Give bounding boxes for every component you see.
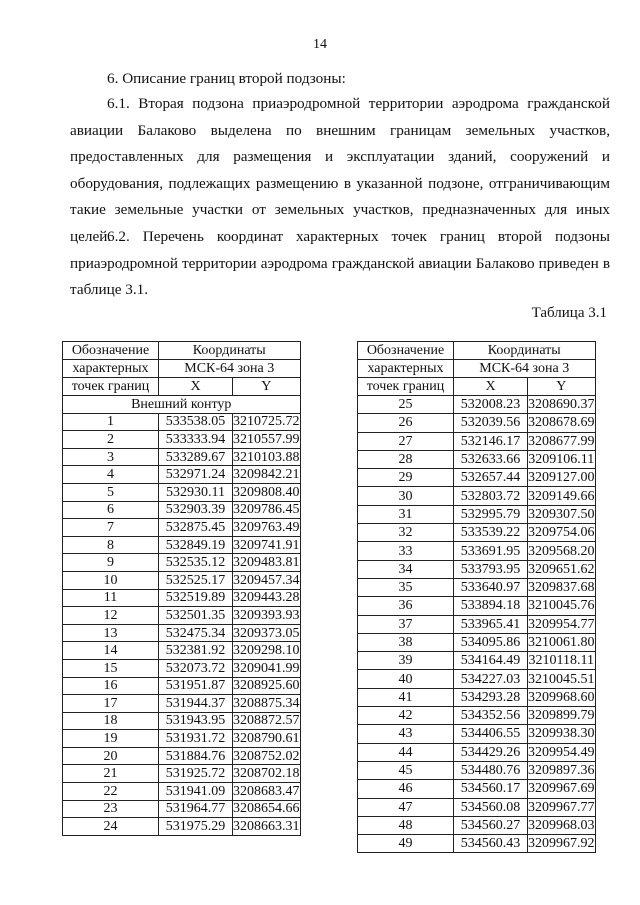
point-id: 7 <box>63 519 159 537</box>
point-id: 33 <box>358 542 454 560</box>
x-coordinate: 531925.72 <box>159 765 233 783</box>
y-coordinate: 3209106.11 <box>528 452 595 468</box>
header-cell: Обозначение <box>63 342 159 360</box>
header-cell: характерных <box>63 360 159 378</box>
table-row <box>63 730 301 748</box>
point-id: 3 <box>63 448 159 466</box>
table-row <box>63 783 301 801</box>
header-x: X <box>454 378 528 396</box>
table-row <box>63 765 301 783</box>
y-coordinate: 3209897.36 <box>528 763 595 779</box>
x-coordinate: 532381.92 <box>159 642 233 660</box>
y-coordinate: 3209837.68 <box>528 580 595 596</box>
y-coordinate: 3209967.92 <box>528 836 595 852</box>
table-row <box>358 450 596 468</box>
y-coordinate: 3209443.28 <box>233 590 300 606</box>
table-row <box>358 578 596 596</box>
y-coordinate: 3209651.62 <box>528 561 595 577</box>
x-coordinate: 534560.08 <box>454 798 528 816</box>
y-coordinate: 3209954.77 <box>528 616 595 632</box>
point-id: 43 <box>358 725 454 743</box>
x-coordinate: 532657.44 <box>454 469 528 487</box>
x-coordinate: 531975.29 <box>159 818 233 836</box>
y-coordinate: 3208677.99 <box>528 433 595 449</box>
coordinates-table-right <box>357 341 596 853</box>
x-coordinate: 534227.03 <box>454 670 528 688</box>
x-coordinate: 534429.26 <box>454 743 528 761</box>
table-row <box>63 607 301 625</box>
y-coordinate: 3209954.49 <box>528 744 595 760</box>
table-row <box>358 798 596 816</box>
x-coordinate: 534560.17 <box>454 780 528 798</box>
x-coordinate: 534480.76 <box>454 761 528 779</box>
table-row <box>358 524 596 542</box>
header-cell: МСК-64 зона 3 <box>454 360 596 378</box>
y-coordinate: 3209307.50 <box>528 506 595 522</box>
paragraph-6-2: 6.2. Перечень координат характерных точек границ второй подзоны приаэродромной территории аэродрома гражданской авиации Балаково приведен в таблице 3.1. <box>70 228 610 298</box>
x-coordinate: 534293.28 <box>454 688 528 706</box>
table-row <box>358 835 596 853</box>
table-row <box>358 743 596 761</box>
table-row <box>63 747 301 765</box>
header-cell: точек границ <box>358 378 454 396</box>
y-coordinate: 3209393.93 <box>233 607 300 623</box>
table-row <box>63 659 301 677</box>
x-coordinate: 532903.39 <box>159 501 233 519</box>
y-coordinate: 3208702.18 <box>233 766 300 782</box>
table-row <box>358 707 596 725</box>
y-coordinate: 3210045.76 <box>528 598 595 614</box>
table-row <box>63 536 301 554</box>
point-id: 13 <box>63 624 159 642</box>
y-coordinate: 3209754.06 <box>528 525 595 541</box>
table-row <box>63 712 301 730</box>
point-id: 28 <box>358 450 454 468</box>
x-coordinate: 532008.23 <box>454 396 528 414</box>
point-id: 2 <box>63 431 159 449</box>
point-id: 30 <box>358 487 454 505</box>
x-coordinate: 532633.66 <box>454 450 528 468</box>
y-coordinate: 3209149.66 <box>528 488 595 504</box>
point-id: 29 <box>358 469 454 487</box>
x-coordinate: 531944.37 <box>159 695 233 713</box>
y-coordinate: 3209373.05 <box>233 625 300 641</box>
x-coordinate: 533539.22 <box>454 524 528 542</box>
y-coordinate: 3209041.99 <box>233 660 300 676</box>
table-row <box>358 780 596 798</box>
point-id: 6 <box>63 501 159 519</box>
point-id: 36 <box>358 597 454 615</box>
section-label: Внешний контур <box>63 396 301 414</box>
point-id: 9 <box>63 554 159 572</box>
y-coordinate: 3208925.60 <box>233 678 300 694</box>
y-coordinate: 3208752.02 <box>233 748 300 764</box>
x-coordinate: 532971.24 <box>159 466 233 484</box>
y-coordinate: 3210045.51 <box>528 671 595 687</box>
y-coordinate: 3208663.31 <box>233 819 300 835</box>
table-row <box>63 589 301 607</box>
point-id: 44 <box>358 743 454 761</box>
x-coordinate: 532519.89 <box>159 589 233 607</box>
table-row <box>63 624 301 642</box>
table-row <box>358 652 596 670</box>
point-id: 24 <box>63 818 159 836</box>
table-row <box>358 816 596 834</box>
point-id: 35 <box>358 578 454 596</box>
y-coordinate: 3209899.79 <box>528 708 595 724</box>
x-coordinate: 532475.34 <box>159 624 233 642</box>
coordinates-table-left <box>62 341 301 836</box>
table-row <box>63 413 301 431</box>
table-row <box>358 414 596 432</box>
table-row <box>63 483 301 501</box>
table-row <box>358 432 596 450</box>
point-id: 19 <box>63 730 159 748</box>
x-coordinate: 534164.49 <box>454 652 528 670</box>
y-coordinate: 3208690.37 <box>528 397 595 413</box>
x-coordinate: 533894.18 <box>454 597 528 615</box>
x-coordinate: 532146.17 <box>454 432 528 450</box>
point-id: 45 <box>358 761 454 779</box>
x-coordinate: 533333.94 <box>159 431 233 449</box>
table-row <box>63 501 301 519</box>
y-coordinate: 3208790.61 <box>233 731 300 747</box>
x-coordinate: 532995.79 <box>454 505 528 523</box>
table-row <box>358 396 596 414</box>
table-row <box>63 800 301 818</box>
x-coordinate: 533965.41 <box>454 615 528 633</box>
point-id: 21 <box>63 765 159 783</box>
point-id: 40 <box>358 670 454 688</box>
point-id: 22 <box>63 783 159 801</box>
y-coordinate: 3209842.21 <box>233 467 300 483</box>
table-row <box>358 469 596 487</box>
x-coordinate: 533691.95 <box>454 542 528 560</box>
point-id: 42 <box>358 707 454 725</box>
point-id: 16 <box>63 677 159 695</box>
y-coordinate: 3209808.40 <box>233 484 300 500</box>
table-row <box>358 688 596 706</box>
point-id: 23 <box>63 800 159 818</box>
point-id: 11 <box>63 589 159 607</box>
page-number: 14 <box>313 37 327 52</box>
y-coordinate: 3209967.69 <box>528 781 595 797</box>
x-coordinate: 532525.17 <box>159 571 233 589</box>
table-row <box>63 431 301 449</box>
y-coordinate: 3209967.77 <box>528 799 595 815</box>
x-coordinate: 531931.72 <box>159 730 233 748</box>
table-row <box>63 519 301 537</box>
x-coordinate: 531943.95 <box>159 712 233 730</box>
header-cell: МСК-64 зона 3 <box>159 360 301 378</box>
y-coordinate: 3209127.00 <box>528 470 595 486</box>
point-id: 27 <box>358 432 454 450</box>
point-id: 12 <box>63 607 159 625</box>
x-coordinate: 531964.77 <box>159 800 233 818</box>
section-heading: 6. Описание границ второй подзоны: <box>107 70 346 87</box>
point-id: 4 <box>63 466 159 484</box>
table-row <box>358 615 596 633</box>
x-coordinate: 534406.55 <box>454 725 528 743</box>
x-coordinate: 533640.97 <box>454 578 528 596</box>
table-row <box>358 725 596 743</box>
y-coordinate: 3208654.66 <box>233 801 300 817</box>
point-id: 46 <box>358 780 454 798</box>
x-coordinate: 534560.43 <box>454 835 528 853</box>
y-coordinate: 3210103.88 <box>233 449 300 465</box>
y-coordinate: 3209298.10 <box>233 643 300 659</box>
header-cell: Обозначение <box>358 342 454 360</box>
point-id: 1 <box>63 413 159 431</box>
y-coordinate: 3209741.91 <box>233 537 300 553</box>
y-coordinate: 3209483.81 <box>233 555 300 571</box>
x-coordinate: 534095.86 <box>454 633 528 651</box>
point-id: 31 <box>358 505 454 523</box>
point-id: 17 <box>63 695 159 713</box>
table-row <box>63 642 301 660</box>
point-id: 37 <box>358 615 454 633</box>
x-coordinate: 534352.56 <box>454 707 528 725</box>
y-coordinate: 3208875.34 <box>233 695 300 711</box>
x-coordinate: 534560.27 <box>454 816 528 834</box>
x-coordinate: 531951.87 <box>159 677 233 695</box>
y-coordinate: 3209568.20 <box>528 543 595 559</box>
y-coordinate: 3208683.47 <box>233 783 300 799</box>
y-coordinate: 3210061.80 <box>528 635 595 650</box>
y-coordinate: 3209968.03 <box>528 817 595 833</box>
table-row <box>63 448 301 466</box>
point-id: 38 <box>358 633 454 651</box>
point-id: 26 <box>358 414 454 432</box>
table-row <box>358 761 596 779</box>
table-row <box>358 505 596 523</box>
point-id: 5 <box>63 483 159 501</box>
x-coordinate: 532875.45 <box>159 519 233 537</box>
point-id: 49 <box>358 835 454 853</box>
point-id: 47 <box>358 798 454 816</box>
point-id: 41 <box>358 688 454 706</box>
table-row <box>358 633 596 651</box>
point-id: 10 <box>63 571 159 589</box>
table-row <box>358 542 596 560</box>
header-y: Y <box>528 378 596 396</box>
point-id: 20 <box>63 747 159 765</box>
y-coordinate: 3209786.45 <box>233 502 300 518</box>
point-id: 15 <box>63 659 159 677</box>
point-id: 39 <box>358 652 454 670</box>
header-cell: характерных <box>358 360 454 378</box>
y-coordinate: 3209968.60 <box>528 689 595 705</box>
x-coordinate: 533538.05 <box>159 413 233 431</box>
x-coordinate: 532039.56 <box>454 414 528 432</box>
header-x: X <box>159 378 233 396</box>
point-id: 32 <box>358 524 454 542</box>
table-row <box>63 571 301 589</box>
y-coordinate: 3208678.69 <box>528 415 595 431</box>
x-coordinate: 531884.76 <box>159 747 233 765</box>
x-coordinate: 531941.09 <box>159 783 233 801</box>
table-row <box>63 695 301 713</box>
table-row <box>358 670 596 688</box>
x-coordinate: 532803.72 <box>454 487 528 505</box>
paragraph-6-1: 6.1. Вторая подзона приаэродромной территории аэродрома гражданской авиации Балаково выделена по внешним границам земельных участков, предоставленных для размещения и эксплуатации зданий, сооружений и оборудования, подлежащих размещению в указанной подзоне, отграничивающим такие земельные участки от земельных участков, предназначенных для иных целей. <box>70 95 610 245</box>
table-caption: Таблица 3.1 <box>531 305 607 321</box>
y-coordinate: 3209763.49 <box>233 519 300 535</box>
x-coordinate: 532535.12 <box>159 554 233 572</box>
point-id: 14 <box>63 642 159 660</box>
table-row <box>63 466 301 484</box>
table-row <box>358 487 596 505</box>
y-coordinate: 3210118.11 <box>528 653 594 669</box>
x-coordinate: 532501.35 <box>159 607 233 625</box>
x-coordinate: 533289.67 <box>159 448 233 466</box>
header-cell: точек границ <box>63 378 159 396</box>
x-coordinate: 533793.95 <box>454 560 528 578</box>
table-row <box>63 677 301 695</box>
header-cell: Координаты <box>159 342 301 360</box>
header-cell: Координаты <box>454 342 596 360</box>
point-id: 8 <box>63 536 159 554</box>
y-coordinate: 3209457.34 <box>233 572 300 588</box>
table-row <box>358 597 596 615</box>
x-coordinate: 532073.72 <box>159 659 233 677</box>
table-row <box>63 554 301 572</box>
point-id: 18 <box>63 712 159 730</box>
point-id: 25 <box>358 396 454 414</box>
y-coordinate: 3210557.99 <box>233 431 300 447</box>
y-coordinate: 3208872.57 <box>233 713 300 729</box>
x-coordinate: 532849.19 <box>159 536 233 554</box>
y-coordinate: 3210725.72 <box>233 414 300 430</box>
header-y: Y <box>233 378 301 396</box>
point-id: 34 <box>358 560 454 578</box>
x-coordinate: 532930.11 <box>159 483 233 501</box>
table-row <box>63 818 301 836</box>
point-id: 48 <box>358 816 454 834</box>
table-row <box>358 560 596 578</box>
y-coordinate: 3209938.30 <box>528 726 595 742</box>
